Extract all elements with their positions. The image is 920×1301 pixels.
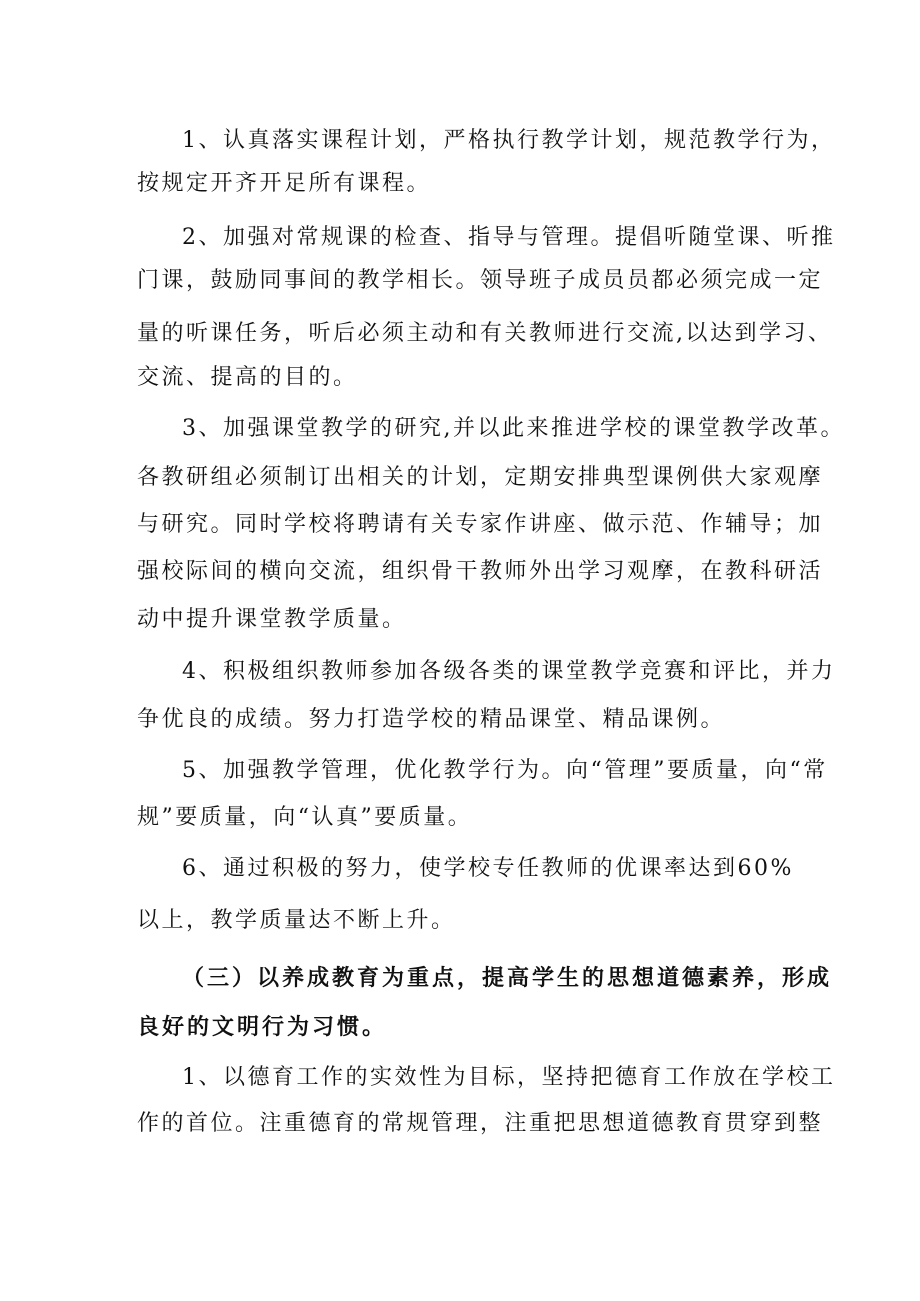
paragraph-6-line-1: 6、通过积极的努力，使学校专任教师的优课率达到60% bbox=[182, 856, 794, 881]
paragraph-1-line-1: 1、认真落实课程计划，严格执行教学计划，规范教学行为， bbox=[182, 128, 836, 153]
paragraph-3-line-5: 动中提升课堂教学质量。 bbox=[137, 607, 407, 632]
paragraph-2-line-1: 2、加强对常规课的检查、指导与管理。提倡听随堂课、听推 bbox=[182, 225, 836, 250]
paragraph-1-line-2: 按规定开齐开足所有课程。 bbox=[137, 171, 432, 196]
paragraph-4-line-2: 争优良的成绩。努力打造学校的精品课堂、精品课例。 bbox=[137, 707, 726, 732]
paragraph-5-line-2: 规”要质量，向“认真”要质量。 bbox=[137, 805, 473, 830]
paragraph-3-line-2: 各教研组必须制订出相关的计划，定期安排典型课例供大家观摩 bbox=[137, 465, 824, 490]
paragraph-2-line-4: 交流、提高的目的。 bbox=[137, 365, 358, 390]
paragraph-2-line-2: 门课，鼓励同事间的教学相长。领导班子成员员都必须完成一定 bbox=[137, 268, 824, 293]
paragraph-7-line-2: 作的首位。注重德育的常规管理，注重把思想道德教育贯穿到整 bbox=[137, 1111, 824, 1136]
paragraph-2-line-3: 量的听课任务，听后必须主动和有关教师进行交流,以达到学习、 bbox=[137, 321, 833, 346]
paragraph-3-line-1: 3、加强课堂教学的研究,并以此来推进学校的课堂教学改革。 bbox=[182, 416, 845, 441]
section-heading-line-1: （三）以养成教育为重点，提高学生的思想道德素养，形成 bbox=[182, 965, 833, 991]
section-heading-line-2: 良好的文明行为习惯。 bbox=[137, 1014, 388, 1040]
paragraph-7-line-1: 1、以德育工作的实效性为目标，坚持把德育工作放在学校工 bbox=[182, 1065, 836, 1090]
paragraph-6-line-2: 以上，教学质量达不断上升。 bbox=[137, 908, 456, 933]
paragraph-3-line-3: 与研究。同时学校将聘请有关专家作讲座、做示范、作辅导；加 bbox=[137, 512, 824, 537]
paragraph-3-line-4: 强校际间的横向交流，组织骨干教师外出学习观摩，在教科研活 bbox=[137, 559, 824, 584]
paragraph-5-line-1: 5、加强教学管理，优化教学行为。向“管理”要质量，向“常 bbox=[182, 758, 828, 783]
paragraph-4-line-1: 4、积极组织教师参加各级各类的课堂教学竞赛和评比，并力 bbox=[182, 659, 836, 684]
